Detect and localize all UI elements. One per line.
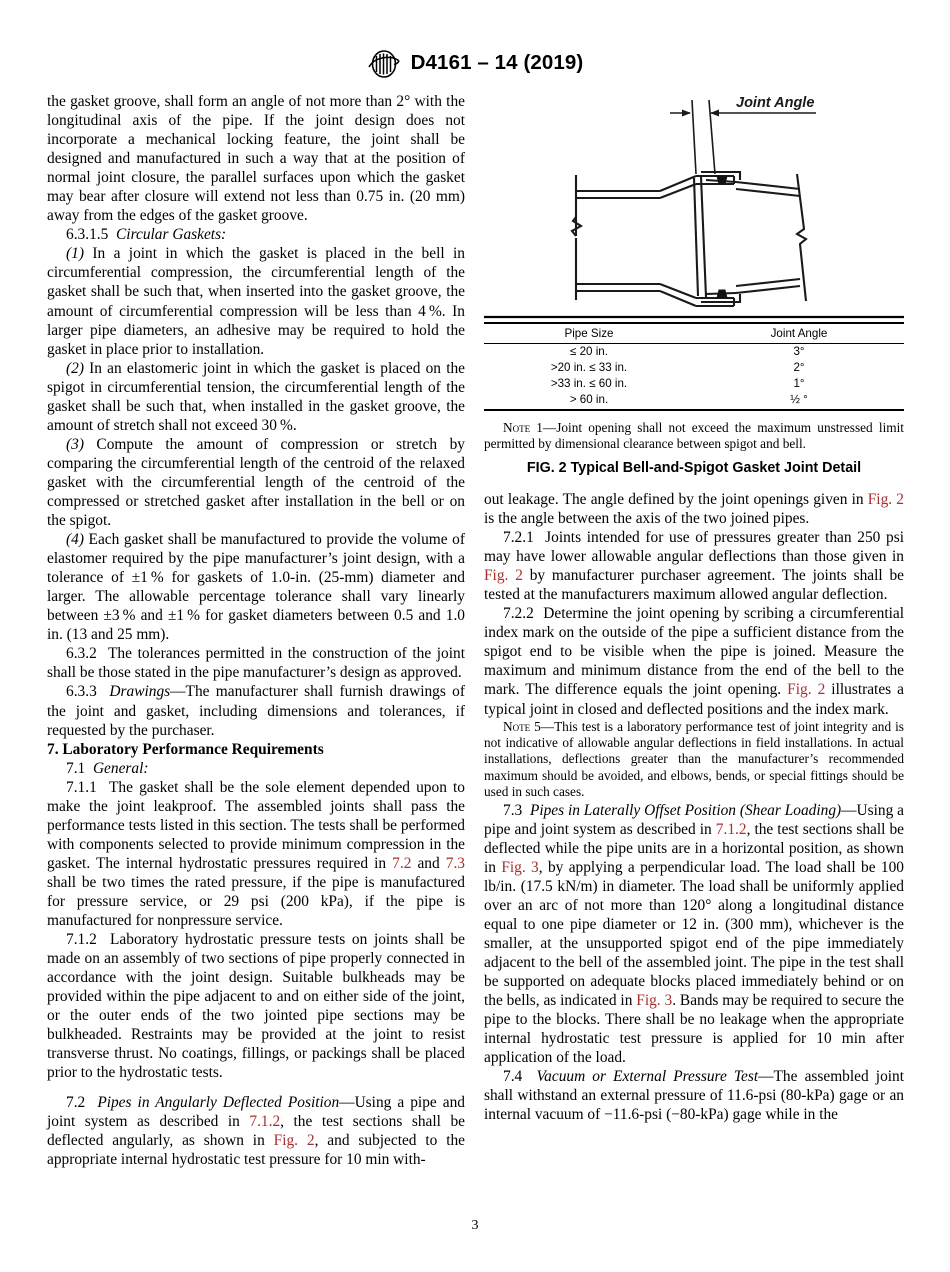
text-run: . Bands may be required to secure the pipe to the blocks. There shall be no leakage when the appropriate internal hydrostatic test pressure is applied for 10 min after application of the load.	[484, 992, 905, 1067]
text-run: 6.3.1.5	[66, 226, 117, 244]
figure-note	[484, 420, 904, 453]
text-run: —The assembled joint shall withstand an external pressure of 11.6-psi (80-kPa) gage or an internal vacuum of −11.6-psi (−80-kPa) gage while in the	[484, 1068, 905, 1124]
cross-reference-link[interactable]: Fig. 3	[636, 992, 673, 1010]
text-run: is the angle between the axis of the two joined pipes.	[484, 510, 810, 528]
table-body	[484, 343, 904, 410]
p-721	[484, 528, 904, 604]
cross-reference-link[interactable]: Fig. 2	[867, 491, 905, 508]
text-run: 7.1.2 Laboratory hydrostatic pressure tests on joints shall be made on an assembly of two sections of pipe properly connected in accordance with the joint design. Suitable bulkheads may be provided within the pipe adjacent to and on either side of the joint, or the outer ends of the two jointed pipe sections may be bulkheaded. Restraints may be provided at the joint to resist transverse thrust. No coatings, fillings, or packings shall be placed prior to the hydrostatic tests.	[47, 931, 465, 1082]
figure-2	[484, 88, 904, 476]
text-run: 7.1	[66, 759, 93, 777]
italic-run: General:	[92, 759, 149, 777]
text-run: In an elastomeric joint in which the gasket is placed on the spigot in circumferential tension, the circumferential length of the gasket shall be such that, when installed in the gasket groove, the amount of stretch shall not exceed 30 %.	[47, 359, 465, 434]
table-header-row	[484, 323, 904, 343]
text-run: 7.2.1 Joints intended for use of pressures greater than 250 psi may have lower allowable angular deflections than those given in	[484, 529, 904, 566]
cross-reference-link[interactable]: 7.3	[445, 854, 465, 872]
text-run: , the test sections shall be deflected angularly, as shown in	[47, 1112, 465, 1150]
cross-reference-link[interactable]: Fig. 2	[787, 681, 826, 699]
note-5	[484, 719, 904, 801]
cross-reference-link[interactable]: 7.1.2	[249, 1112, 281, 1130]
bell-and-spigot-drawing	[484, 88, 904, 320]
right-column-body	[484, 490, 904, 719]
p-72-cont	[484, 490, 904, 528]
italic-run: Vacuum or External Pressure Test	[536, 1068, 759, 1086]
text-run: 6.3.3	[66, 683, 110, 701]
text-run: the gasket groove, shall form an angle of not more than 2° with the longitudinal axis of the pipe. If the joint design does not incorporate a mechanical locking feature, the joint shall be designed and manufactured in such a way that at the position of normal joint closure, the parallel surfaces upon which the gasket may bear after closure will extend not less than 0.75 in. (20 mm) away from the edges of the gasket groove.	[47, 93, 465, 225]
left-column-body-2	[47, 759, 465, 1169]
italic-run: (2)	[66, 359, 84, 377]
joint-angle-label: Joint Angle	[736, 95, 815, 111]
italic-run: Pipes in Laterally Offset Position (Shear Loading)	[529, 801, 842, 819]
text-run: 7.2.2 Determine the joint opening by scribing a circumferential index mark on the outside of the pipe a sufficient distance from the spigot end to be visible when the pipe is joined. Measure the maximum and minimum distance from the end of the bell to the mark. The difference equals the joint opening.	[484, 605, 904, 699]
gasket-bottom	[717, 290, 727, 298]
note-5-label: Note 5	[503, 718, 541, 734]
cross-reference-link[interactable]: 7.1.2	[715, 820, 747, 838]
page-header	[0, 48, 950, 78]
joint-angle-table	[484, 322, 904, 411]
table-row	[484, 376, 904, 392]
column-header-joint-angle: Joint Angle	[694, 323, 904, 343]
cross-reference-link[interactable]: Fig. 2	[273, 1132, 315, 1150]
text-run: , the test sections shall be deflected while the pipe units are in a horizontal position, as shown in	[484, 820, 904, 876]
italic-run: Drawings	[109, 683, 171, 701]
text-run: and	[411, 854, 446, 872]
text-run: , and subjected to the appropriate internal hydrostatic test pressure for 10 min with-	[47, 1132, 465, 1169]
p-74	[484, 1067, 904, 1124]
p-722	[484, 604, 904, 718]
text-run: 6.3.2 The tolerances permitted in the construction of the joint shall be those stated in the pipe manufacturer’s design as approved.	[47, 645, 465, 682]
cross-reference-link[interactable]: 7.2	[392, 854, 412, 872]
note-5-text: —This test is a laboratory performance test of joint integrity and is not indicative of allowable angular deflections in field installations. In actual installations, deflections greater than the manufacturer’s recommended maximum should be avoided, and elbows, bends, or special fittings should be used in such cases.	[484, 718, 904, 800]
section-heading-7: 7. Laboratory Performance Requirements	[47, 740, 324, 758]
cell-pipe-size: >33 in. ≤ 60 in.	[550, 377, 628, 390]
standard-designation: D4161 – 14 (2019)	[410, 51, 584, 74]
italic-run: (3)	[66, 435, 84, 453]
p-632	[47, 644, 465, 682]
astm-logo-icon	[367, 49, 401, 79]
cross-reference-link[interactable]: Fig. 2	[484, 567, 523, 585]
cell-pipe-size: > 60 in.	[484, 392, 694, 411]
cell-pipe-size: >20 in. ≤ 33 in.	[550, 361, 628, 374]
p-6315-2	[47, 359, 465, 435]
text-run: Each gasket shall be manufactured to provide the volume of elastomer required by the pipe manufacturer’s joint design, with a tolerance of ±1 % for gaskets of 1.0-in. (25-mm) diameter and larger. The allowable percentage tolerance shall vary linearly between ±3 % and ±1 % for gasket diameters between 0.5 and 1.0 in. (13 and 25 mm).	[47, 531, 465, 644]
table-row	[484, 360, 904, 376]
text-run: out leakage. The angle defined by the joint openings given in	[484, 491, 868, 508]
text-run: —Using a pipe and joint system as described in	[47, 1093, 465, 1130]
text-run: 7.3	[503, 801, 530, 819]
p-6315-4	[47, 530, 465, 644]
cell-joint-angle: 1°	[793, 377, 805, 390]
right-column	[484, 490, 904, 1124]
text-run: , by applying a perpendicular load. The load shall be 100 lb/in. (17.5 kN/m) in diameter. The load shall be uniformly applied over an arc of not more than 120° along a longitudinal distance equal to one pipe diameter or 12 in. (300 mm), whichever is the smaller, at the unsupported spigot end of the pipe immediately adjacent to the bell of the assembled joint. The pipe in the test shall be supported on adequate blocks placed immediately behind or on the bells, as indicated in	[484, 858, 904, 1010]
left-column-body	[47, 92, 465, 740]
p-6315-1	[47, 244, 465, 358]
text-run: 7.2	[66, 1093, 98, 1111]
text-run: 7.4	[503, 1068, 537, 1086]
italic-run: (4)	[66, 531, 84, 549]
text-run: In a joint in which the gasket is placed in the bell in circumferential compression, the circumferential length of the gasket shall be such that, when inserted into the gasket groove, the amount of circumferential compression will be less than 4 %. In larger pipe diameters, an adhesive may be required to hold the gasket in place prior to installation.	[47, 245, 465, 358]
text-run: —Using a pipe and joint system as described in	[484, 801, 904, 838]
italic-run: Pipes in Angularly Deflected Position	[97, 1093, 340, 1111]
column-header-pipe-size: Pipe Size	[484, 323, 694, 343]
table-row	[484, 392, 904, 411]
figure-note-text: —Joint opening shall not exceed the maximum unstressed limit permitted by dimensional clearance between spigot and bell.	[484, 420, 904, 452]
p-72	[47, 1093, 465, 1169]
figure-caption: FIG. 2 Typical Bell-and-Spigot Gasket Joint Detail	[526, 459, 862, 476]
figure-note-label: Note 1	[503, 420, 543, 435]
cell-pipe-size: ≤ 20 in.	[570, 345, 608, 358]
cell-joint-angle: ½ °	[694, 392, 904, 411]
p-6315-3	[47, 435, 465, 530]
p-711	[47, 778, 465, 930]
p-633	[47, 682, 465, 739]
table-row	[484, 343, 904, 360]
left-column	[47, 92, 465, 1169]
cell-joint-angle: 2°	[793, 361, 805, 374]
text-run: shall be two times the rated pressure, if the pipe is manufactured for pressure service, or 29 psi (200 kPa), if the pipe is manufactured for nonpressure service.	[47, 873, 465, 930]
page-number: 3	[471, 1218, 479, 1233]
italic-run: Circular Gaskets:	[116, 226, 227, 244]
text-run: 7.1.1 The gasket shall be the sole element depended upon to make the joint leakproof. The assembled joints shall pass the performance tests listed in this section. The tests shall be performed with components selected to provide minimum compression in the gasket. The internal hydrostatic pressures required in	[47, 778, 465, 872]
text-run: Compute the amount of compression or stretch by comparing the circumferential length of the centroid of the relaxed gasket with the circumferential length of the centroid of the compressed or stretched gasket after installation in the bell or on the spigot.	[47, 435, 465, 530]
p-712	[47, 930, 465, 1082]
text-run: by manufacturer purchaser agreement. The joints shall be tested at the manufacturers maximum allowed angular deflection.	[484, 567, 904, 604]
p-6315	[47, 225, 465, 244]
italic-run: (1)	[66, 245, 84, 263]
p-continued-6315	[47, 92, 465, 225]
p-73	[484, 801, 904, 1068]
p-71	[47, 759, 465, 778]
cell-joint-angle: 3°	[793, 345, 805, 358]
text-run: illustrates a typical joint in closed and deflected positions and the index mark.	[484, 681, 905, 718]
right-column-body-2	[484, 801, 904, 1125]
gasket-top	[717, 176, 727, 184]
text-run: —The manufacturer shall furnish drawings of the joint and gasket, including dimensions and tolerances, if requested by the purchaser.	[47, 683, 465, 739]
cross-reference-link[interactable]: Fig. 3	[501, 858, 539, 876]
